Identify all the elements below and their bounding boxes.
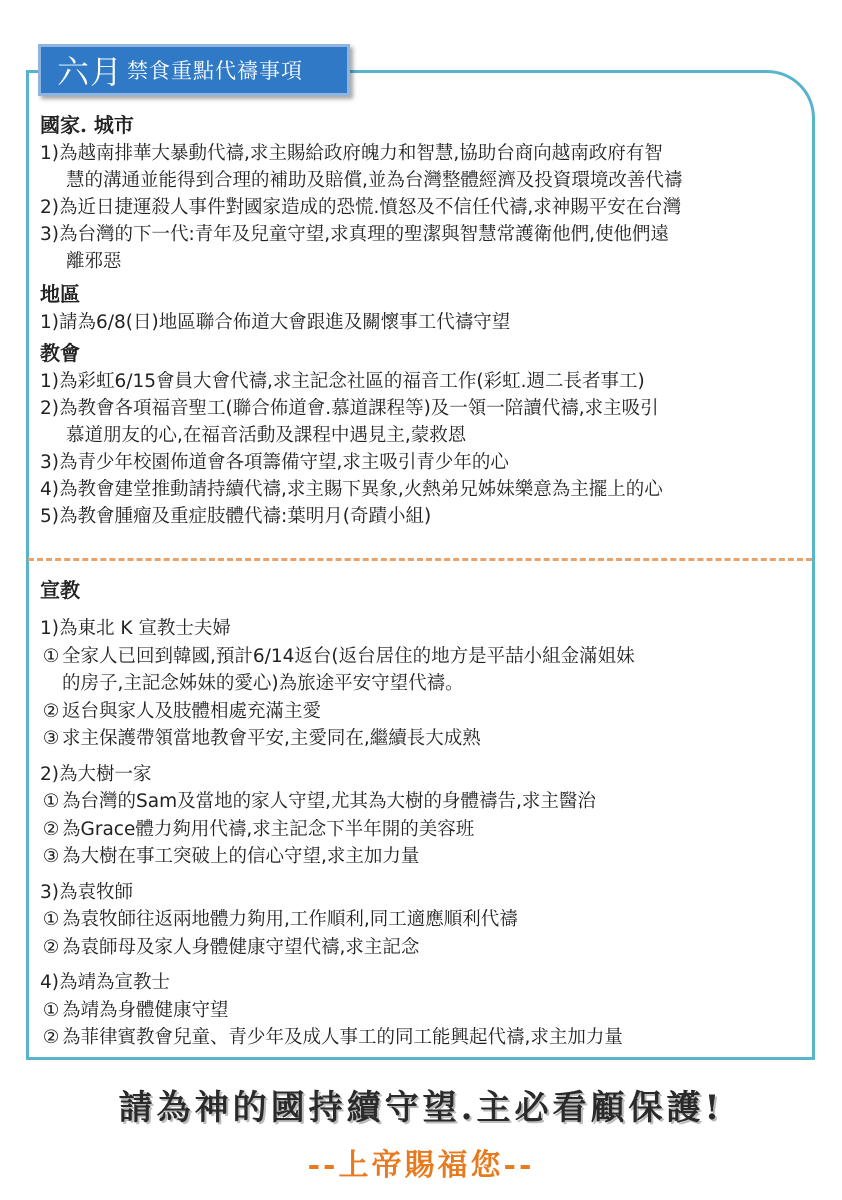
- section-church: [40, 338, 805, 530]
- section-heading-missions: 宣教: [40, 578, 80, 602]
- prayer-item: 3)為台灣的下一代:青年及兒童守望,求真理的聖潔與智慧常護衛他們,使他們遠: [40, 224, 669, 245]
- mission-item: 為台灣的Sam及當地的家人守望,尤其為大樹的身體禱告,求主醫治: [62, 791, 596, 812]
- mission-group-title: 3)為袁牧師: [40, 881, 133, 903]
- footer-blessing: --上帝賜福您--: [307, 1148, 535, 1183]
- mission-item: 返台與家人及肢體相處充滿主愛: [62, 700, 322, 722]
- circled-number: ③: [42, 728, 60, 749]
- circled-number: ①: [42, 999, 60, 1021]
- mission-item: 為袁牧師往返兩地體力夠用,工作順利,同工適應順利代禱: [62, 909, 518, 930]
- mission-item: 為大樹在事工突破上的信心守望,求主加力量: [62, 846, 420, 867]
- prayer-item-continued: 慧的溝通並能得到合理的補助及賠償,並為台灣整體經濟及投資環境改善代禱: [66, 170, 683, 191]
- section-nation: [40, 110, 805, 275]
- circled-number: ②: [42, 936, 60, 958]
- circled-number: ①: [42, 645, 60, 667]
- mission-group-title: 4)為靖為宣教士: [40, 972, 170, 993]
- section-missions: [40, 575, 805, 1052]
- circled-number: ③: [42, 846, 60, 867]
- mission-group: [40, 969, 805, 1052]
- title-text: 禁食重點代禱事項: [127, 59, 304, 83]
- prayer-item: 3)為青少年校園佈道會各項籌備守望,求主吸引青少年的心: [40, 452, 509, 473]
- prayer-item-continued: 慕道朋友的心,在福音活動及課程中遇見主,蒙救恩: [66, 425, 467, 446]
- circled-number: ②: [42, 700, 60, 722]
- mission-item-continued: 的房子,主記念姊妹的愛心)為旅途平安守望代禱。: [62, 673, 464, 694]
- mission-item: 為Grace體力夠用代禱,求主記念下半年開的美容班: [62, 818, 475, 840]
- prayer-item: 1)為越南排華大暴動代禱,求主賜給政府魄力和智慧,協助台商向越南政府有智: [40, 143, 663, 164]
- section-district: [40, 279, 805, 336]
- mission-group: [40, 615, 805, 753]
- prayer-item: 2)為近日捷運殺人事件對國家造成的恐慌.憤怒及不信任代禱,求神賜平安在台灣: [40, 197, 682, 218]
- mission-item: 為袁師母及家人身體健康守望代禱,求主記念: [62, 936, 420, 958]
- section-heading-nation: 國家. 城市: [40, 113, 134, 137]
- circled-number: ②: [42, 1027, 60, 1048]
- footer-slogan: 請為神的國持續守望.主必看顧保護!: [118, 1088, 724, 1128]
- mission-item: 求主保護帶領當地教會平安,主愛同在,繼續長大成熟: [62, 728, 481, 749]
- mission-item: 全家人已回到韓國,預計6/14返台(返台居住的地方是平喆小組金滿姐妹: [62, 645, 635, 667]
- mission-group: [40, 879, 805, 962]
- section-heading-district: 地區: [40, 282, 80, 306]
- prayer-item: 1)為彩虹6/15會員大會代禱,求主記念社區的福音工作(彩虹.週二長者事工): [40, 371, 645, 392]
- mission-item: 為菲律賓教會兒童、青少年及成人事工的同工能興起代禱,求主加力量: [62, 1027, 623, 1048]
- mission-item: 為靖為身體健康守望: [62, 999, 229, 1021]
- circled-number: ①: [42, 791, 60, 812]
- prayer-item: 4)為教會建堂推動請持續代禱,求主賜下異象,火熱弟兄姊妹樂意為主擺上的心: [40, 479, 663, 500]
- prayer-sections: [40, 110, 805, 530]
- mission-group: [40, 761, 805, 871]
- prayer-item: 5)為教會腫瘤及重症肢體代禱:葉明月(奇蹟小組): [40, 506, 432, 527]
- prayer-item-continued: 離邪惡: [66, 251, 122, 272]
- circled-number: ②: [42, 818, 60, 840]
- prayer-item: 1)請為6/8(日)地區聯合佈道大會跟進及關懷事工代禱守望: [40, 312, 511, 333]
- dashed-divider: [28, 558, 812, 561]
- circled-number: ①: [42, 909, 60, 930]
- mission-group-title: 1)為東北 K 宣教士夫婦: [40, 618, 231, 639]
- mission-group-title: 2)為大樹一家: [40, 763, 152, 785]
- title-month: 六月: [57, 53, 124, 91]
- page-title-banner: [38, 44, 350, 96]
- prayer-item: 2)為教會各項福音聖工(聯合佈道會.慕道課程等)及一領一陪讀代禱,求主吸引: [40, 398, 659, 419]
- section-heading-church: 教會: [40, 341, 80, 365]
